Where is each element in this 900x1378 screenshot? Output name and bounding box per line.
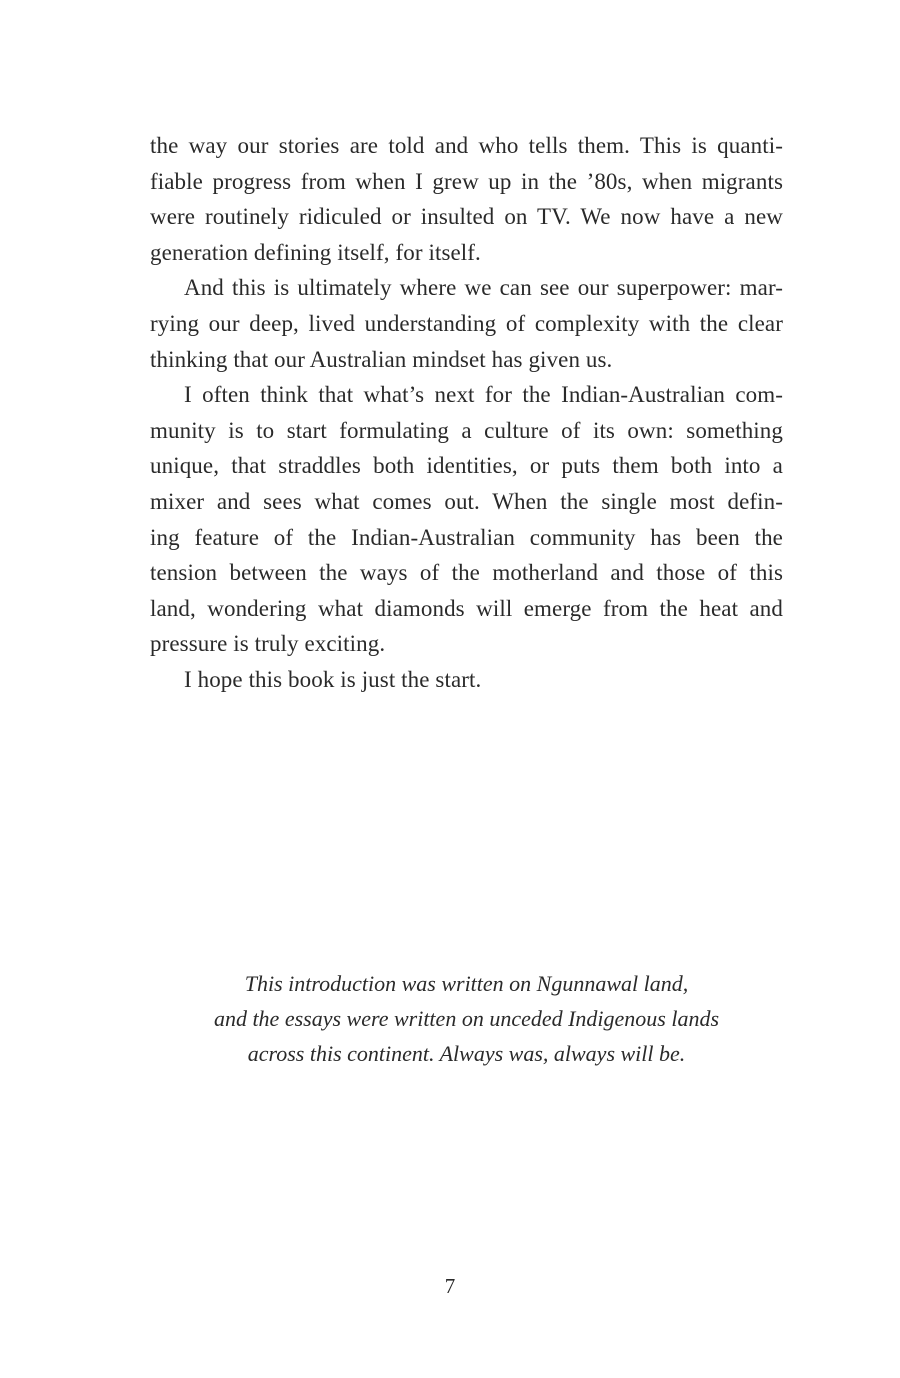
land-acknowledgement [150,966,783,1071]
paragraph-2-line: rying our deep, lived understanding of complexity with the clear [150,310,783,336]
paragraph-3-line: unique, that straddles both identities, or puts them both into a [150,453,783,479]
paragraph-3-line: I often think that what’s next for the Indian-Australian com- [184,382,783,408]
paragraph-4-line: I hope this book is just the start. [184,666,482,692]
paragraph-1-line: fiable progress from when I grew up in the ’80s, when migrants [150,168,783,194]
paragraph-3-line: munity is to start formulating a culture of its own: something [150,417,783,443]
acknowledgement-line: across this continent. Always was, always will be. [247,1041,686,1066]
acknowledgement-line: and the essays were written on unceded Indigenous lands [213,1006,720,1031]
paragraph-1-line: generation defining itself, for itself. [150,239,481,265]
page-number: 7 [444,1274,456,1298]
paragraph-3-line: land, wondering what diamonds will emerge from the heat and [150,595,783,621]
paragraph-3-line: mixer and sees what comes out. When the single most defin- [150,488,783,514]
body-text [150,128,783,698]
acknowledgement-line: This introduction was written on Ngunnawal land, [244,971,689,996]
paragraph-1-line: the way our stories are told and who tells them. This is quanti- [150,133,783,158]
paragraph-1-line: were routinely ridiculed or insulted on TV. We now have a new [150,204,783,230]
paragraph-3-line: pressure is truly exciting. [150,631,386,657]
paragraph-2-line: And this is ultimately where we can see our superpower: mar- [184,275,783,301]
paragraph-3-line: ing feature of the Indian-Australian community has been the [150,524,783,550]
paragraph-3-line: tension between the ways of the motherland and those of this [150,560,783,586]
paragraph-2-line: thinking that our Australian mindset has given us. [150,346,613,372]
